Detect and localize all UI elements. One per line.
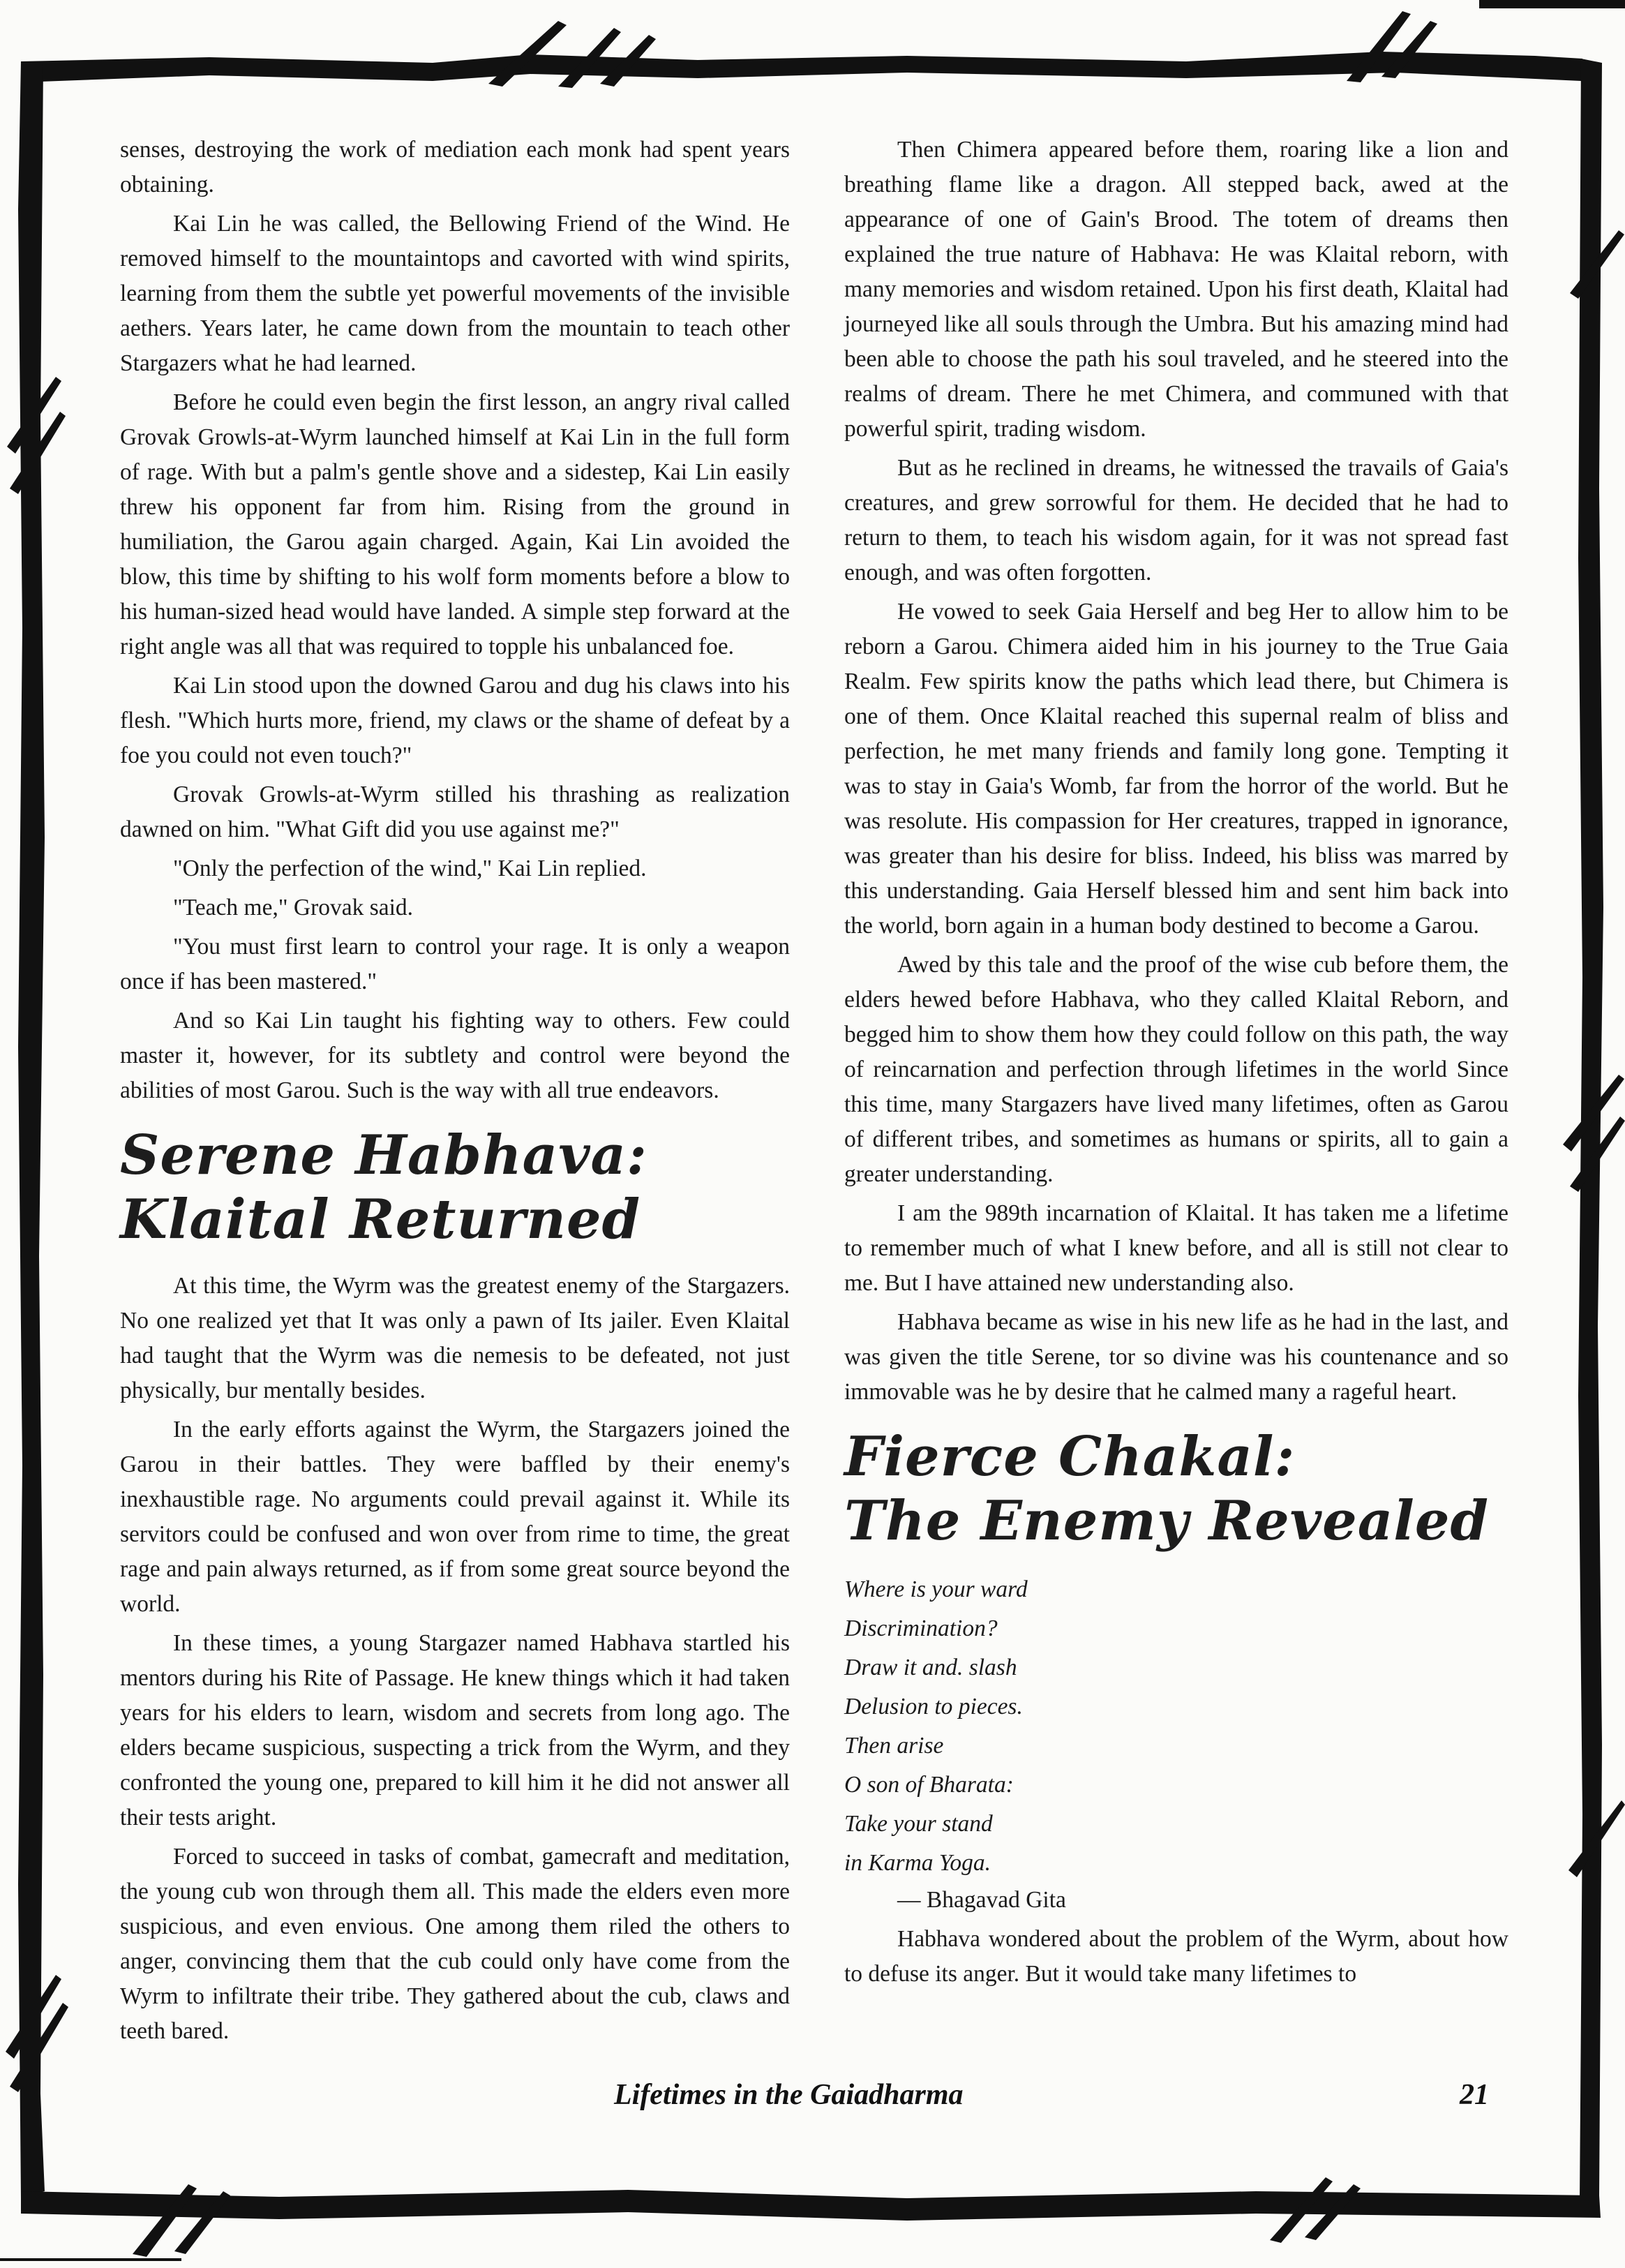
heading-line: Fierce Chakal: (844, 1425, 1296, 1489)
left-border (18, 61, 45, 2198)
paragraph: Before he could even begin the first lesson, an angry rival called Grovak Growls-at-Wyrm launched himself at Kai Lin in the full form of rage. With but a palm's gentle shove and a sidestep, Kai Lin easily threw his opponent far from him. Rising from the ground in humiliation, the Garou again charged. Again, Kai Lin avoided the blow, this time by shifting to his wolf form moments before a blow to his human-sized head would have landed. A simple step forward at the right angle was all that was required to topple his unbalanced foe. (120, 389, 790, 659)
paragraph: But as he reclined in dreams, he witnessed the travails of Gaia's creatures, and grew sorrowful for them. He decided that he had to return to them, to teach his wisdom again, for it was not spread fast enough, and was often forgotten. (844, 455, 1508, 585)
paragraph: Forced to succeed in tasks of combat, gamecraft and meditation, the young cub won through them all. This made the elders even more suspicious, and even envious. One among them riled the others to anger, convincing them that the cub could only have come from the Wyrm to infiltrate their tribe. They gathered about the cub, claws and teeth bared. (120, 1844, 790, 2044)
poem-line: in Karma Yoga. (844, 1850, 991, 1876)
section-heading-serene-habhava (120, 1124, 790, 1252)
left-column (120, 133, 790, 2053)
paragraph: In the early efforts against the Wyrm, the Stargazers joined the Garou in their battles. They were baffled by their enemy's inexhaustible rage. No arguments could prevail against it. While its servitors could be confused and won over from rime to time, the great rage and pain always returned, as if from some great source beyond the world. (120, 1417, 790, 1617)
poem-line: Delusion to pieces. (844, 1694, 1023, 1719)
heading-line: Klaital Returned (120, 1188, 641, 1251)
paragraph: "Only the perfection of the wind," Kai Lin replied. (173, 856, 647, 881)
paragraph: He vowed to seek Gaia Herself and beg Her to allow him to be reborn a Garou. Chimera aided him in his journey to the True Gaia Realm. Few spirits know the paths which lead there, but Chimera is one of them. Once Klaital reached this supernal realm of bliss and perfection, he met many friends and family long gone. Tempting it was to stay in Gaia's Womb, far from the horror of the world. But he was resolute. His compassion for Her creatures, trapped in ignorance, was greater than his desire for bliss. Indeed, his bliss was marred by this understanding. Gaia Herself blessed him and sent him back into the world, born again in a human body destined to become a Garou. (844, 599, 1508, 939)
poem-line: Take your stand (844, 1811, 993, 1837)
poem-line: Draw it and. slash (844, 1655, 1017, 1680)
paragraph: Then Chimera appeared before them, roaring like a lion and breathing flame like a dragon. All stepped back, awed at the appearance of one of Gain's Brood. The totem of dreams then explained the true nature of Habhava: He was Klaital reborn, with many memories and wisdom retained. Upon his first death, Klaital had journeyed like all souls through the Umbra. But his amazing mind had been able to choose the path his soul traveled, and he steered into the realms of dream. There he met Chimera, and communed with that powerful spirit, trading wisdom. (844, 137, 1508, 442)
bottom-border (21, 2190, 1601, 2221)
paragraph: senses, destroying the work of mediation each monk had spent years obtaining. (120, 137, 790, 197)
paragraph: "You must first learn to control your rage. It is only a weapon once if has been mastered." (120, 934, 790, 994)
heading-line: The Enemy Revealed (844, 1489, 1490, 1553)
paragraph: In these times, a young Stargazer named Habhava startled his mentors during his Rite of Passage. He knew things which it had taken years for his elders to learn, wisdom and secrets from long ago. The elders became suspicious, suspecting a trick from the Wyrm, and they confronted the young one, prepared to kill him it he did not answer all their tests aright. (120, 1630, 790, 1830)
paragraph: "Teach me," Grovak said. (173, 895, 414, 920)
section-heading-fierce-chakal (844, 1425, 1508, 1553)
paragraph: Awed by this tale and the proof of the wise cub before them, the elders hewed before Habhava, who they called Klaital Reborn, and begged him to show them how they could follow on this path, the way of reincarnation and perfection through lifetimes in the world Since this time, many Stargazers have lived many lifetimes, often as Garou of different tribes, and sometimes as humans or spirits, all to gain a greater understanding. (844, 952, 1508, 1187)
poem-line: Then arise (844, 1733, 944, 1759)
paragraph: Habhava wondered about the problem of the Wyrm, about how to defuse its anger. But it would take many lifetimes to (844, 1926, 1508, 1987)
paragraph: Habhava became as wise in his new life as he had in the last, and was given the title Serene, tor so divine was his countenance and so immovable was he by desire that he calmed many a rageful heart. (844, 1309, 1508, 1405)
running-footer-title: Lifetimes in the Gaiadharma (614, 2079, 964, 2111)
heading-line: Serene Habhava: (120, 1124, 647, 1187)
top-border (21, 52, 1582, 82)
poem-line: O son of Bharata: (844, 1772, 1014, 1798)
poem-line: Discrimination? (844, 1616, 998, 1641)
poem-attribution: — Bhagavad Gita (897, 1887, 1066, 1913)
epigraph-poem (844, 1570, 1508, 1883)
paragraph: At this time, the Wyrm was the greatest enemy of the Stargazers. No one realized yet that It was only a pawn of Its jailer. Even Klaital had taught that the Wyrm was die nemesis to be defeated, not just physically, bur mentally besides. (120, 1273, 790, 1403)
poem-line: Where is your ward (844, 1576, 1028, 1602)
page-number: 21 (1460, 2079, 1489, 2111)
right-column (844, 133, 1508, 1996)
paragraph: I am the 989th incarnation of Klaital. It has taken me a lifetime to remember much of what I knew before, and all is still not clear to me. But I have attained new understanding also. (844, 1200, 1508, 1296)
paragraph: Kai Lin he was called, the Bellowing Friend of the Wind. He removed himself to the mountaintops and cavorted with wind spirits, learning from them the subtle yet powerful movements of the invisible aethers. Years later, he came down from the mountain to teach other Stargazers what he had learned. (120, 211, 790, 376)
paragraph: And so Kai Lin taught his fighting way to others. Few could master it, however, for its subtlety and control were beyond the abilities of most Garou. Such is the way with all true endeavors. (120, 1008, 790, 1103)
paragraph: Kai Lin stood upon the downed Garou and dug his claws into his flesh. "Which hurts more, friend, my claws or the shame of defeat by a foe you could not even touch?" (120, 673, 790, 768)
paragraph: Grovak Growls-at-Wyrm stilled his thrashing as realization dawned on him. "What Gift did you use against me?" (120, 782, 790, 842)
